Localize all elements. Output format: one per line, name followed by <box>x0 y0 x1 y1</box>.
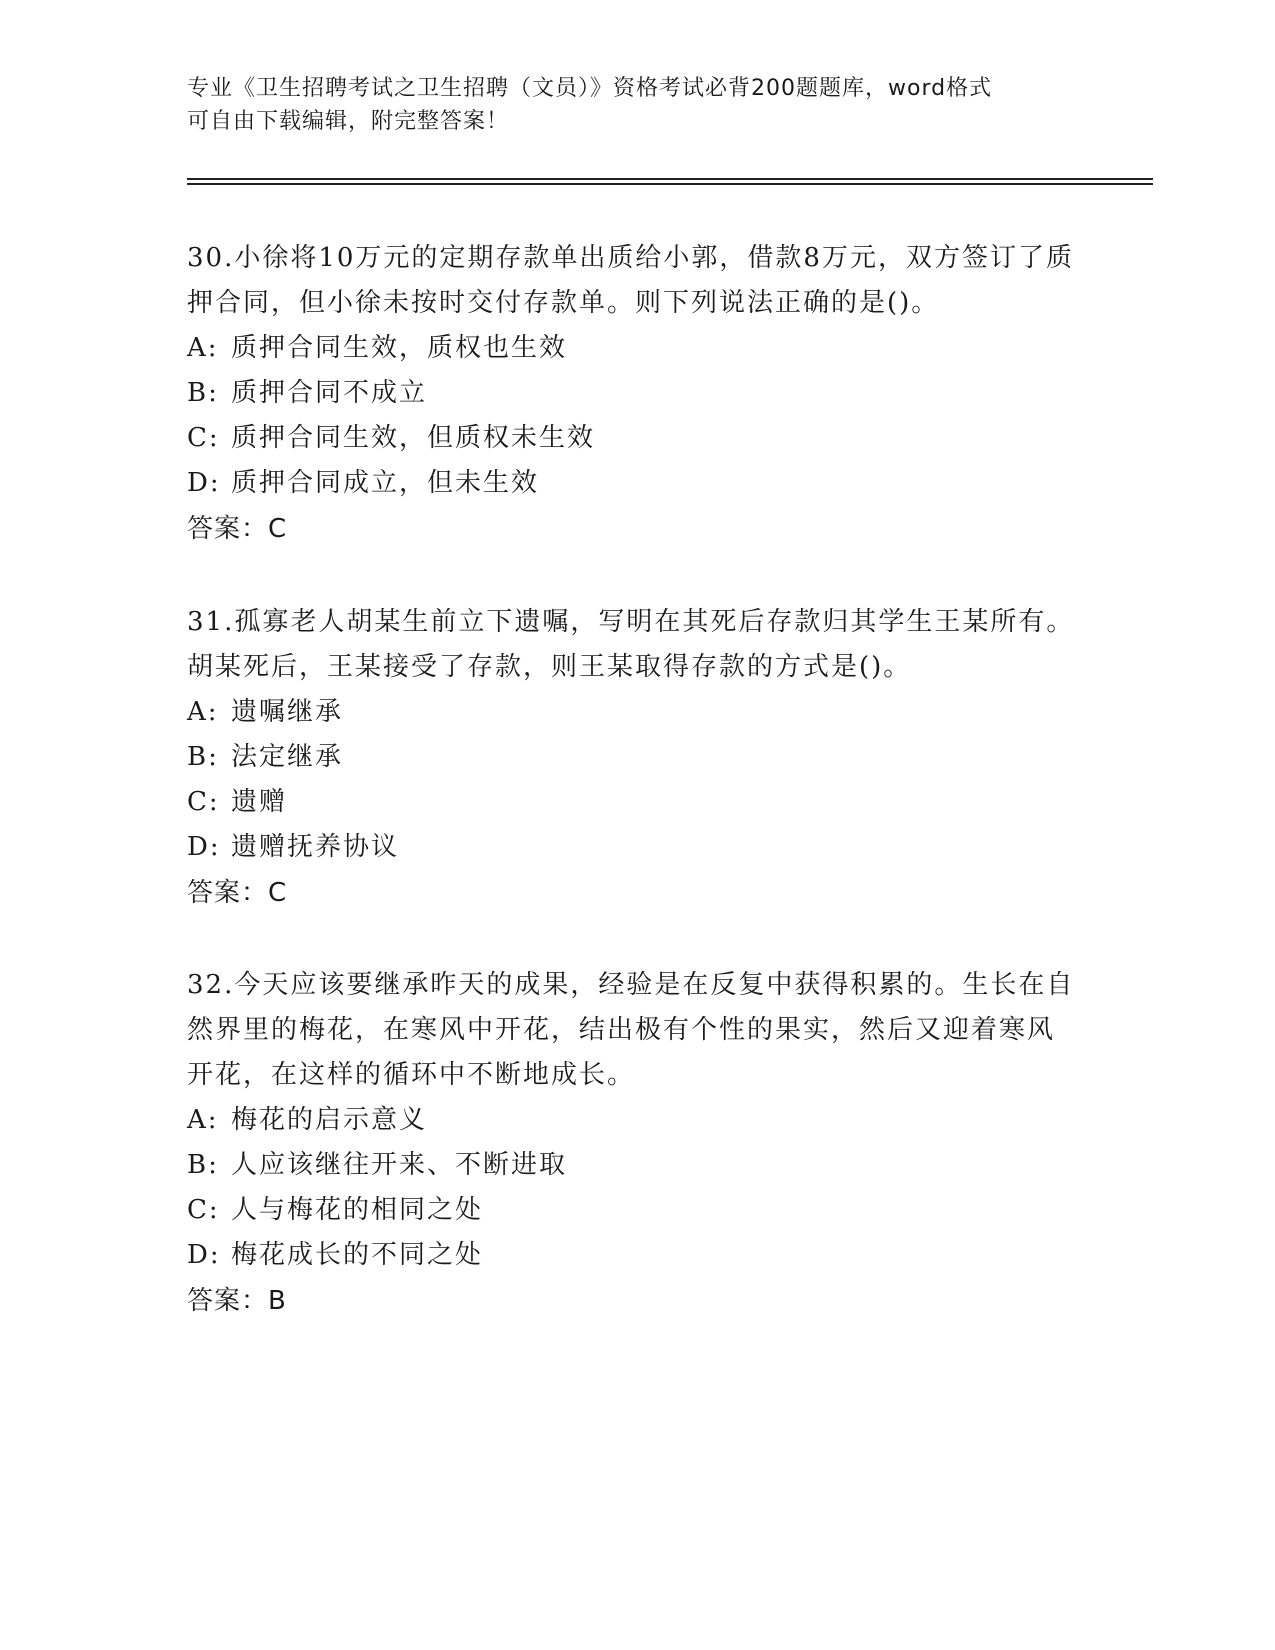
answer-label: 答案：C <box>187 878 288 908</box>
option-text: 质押合同成立，但未生效 <box>231 468 540 498</box>
option-text: 遗赠 <box>231 787 288 817</box>
option-letter: B: <box>187 1150 219 1180</box>
option-a <box>187 326 1077 371</box>
option-b <box>187 1143 1077 1188</box>
question-text: 31.孤寡老人胡某生前立下遗嘱，写明在其死后存款归其学生王某所有。胡某死后，王某接受了存款，则王某取得存款的方式是()。 <box>187 607 1075 682</box>
option-text: 人与梅花的相同之处 <box>231 1195 484 1225</box>
option-text: 遗嘱继承 <box>231 697 344 727</box>
option-c <box>187 1188 1077 1233</box>
header-rule-bottom <box>187 183 1153 185</box>
question-text: 30.小徐将10万元的定期存款单出质给小郭，借款8万元，双方签订了质押合同，但小徐未按时交付存款单。则下列说法正确的是()。 <box>187 243 1074 318</box>
answer-label: 答案：C <box>187 514 288 544</box>
option-b <box>187 371 1077 416</box>
option-letter: D: <box>187 1240 221 1270</box>
answer-label: 答案：B <box>187 1286 287 1316</box>
option-letter: A: <box>187 697 219 727</box>
header-rule-top <box>187 178 1153 180</box>
document-header <box>187 72 1067 138</box>
option-text: 质押合同生效，但质权未生效 <box>231 423 596 453</box>
option-text: 遗赠抚养协议 <box>231 832 400 862</box>
option-text: 法定继承 <box>231 742 344 772</box>
option-a <box>187 690 1077 735</box>
option-d <box>187 825 1077 870</box>
option-text: 人应该继往开来、不断进取 <box>231 1150 568 1180</box>
option-letter: A: <box>187 333 219 363</box>
option-letter: C: <box>187 423 220 453</box>
header-title-line2: 可自由下载编辑，附完整答案！ <box>187 109 510 134</box>
question-30 <box>187 236 1077 552</box>
header-title-line1: 专业《卫生招聘考试之卫生招聘（文员）》资格考试必背200题题库，word格式 <box>187 76 993 101</box>
option-text: 梅花的启示意义 <box>231 1105 428 1135</box>
option-b <box>187 735 1077 780</box>
option-c <box>187 416 1077 461</box>
option-c <box>187 780 1077 825</box>
option-d <box>187 1233 1077 1278</box>
question-31 <box>187 600 1077 916</box>
option-text: 质押合同不成立 <box>231 378 428 408</box>
question-32 <box>187 963 1077 1324</box>
option-letter: B: <box>187 742 219 772</box>
option-letter: A: <box>187 1105 219 1135</box>
option-d <box>187 461 1077 506</box>
option-letter: C: <box>187 1195 220 1225</box>
option-letter: D: <box>187 468 221 498</box>
option-text: 质押合同生效，质权也生效 <box>231 333 568 363</box>
option-letter: C: <box>187 787 220 817</box>
option-letter: B: <box>187 378 219 408</box>
option-letter: D: <box>187 832 221 862</box>
option-a <box>187 1098 1077 1143</box>
question-text: 32.今天应该要继承昨天的成果，经验是在反复中获得积累的。生长在自然界里的梅花，在寒风中开花，结出极有个性的果实，然后又迎着寒风开花，在这样的循环中不断地成长。 <box>187 970 1075 1090</box>
option-text: 梅花成长的不同之处 <box>231 1240 484 1270</box>
